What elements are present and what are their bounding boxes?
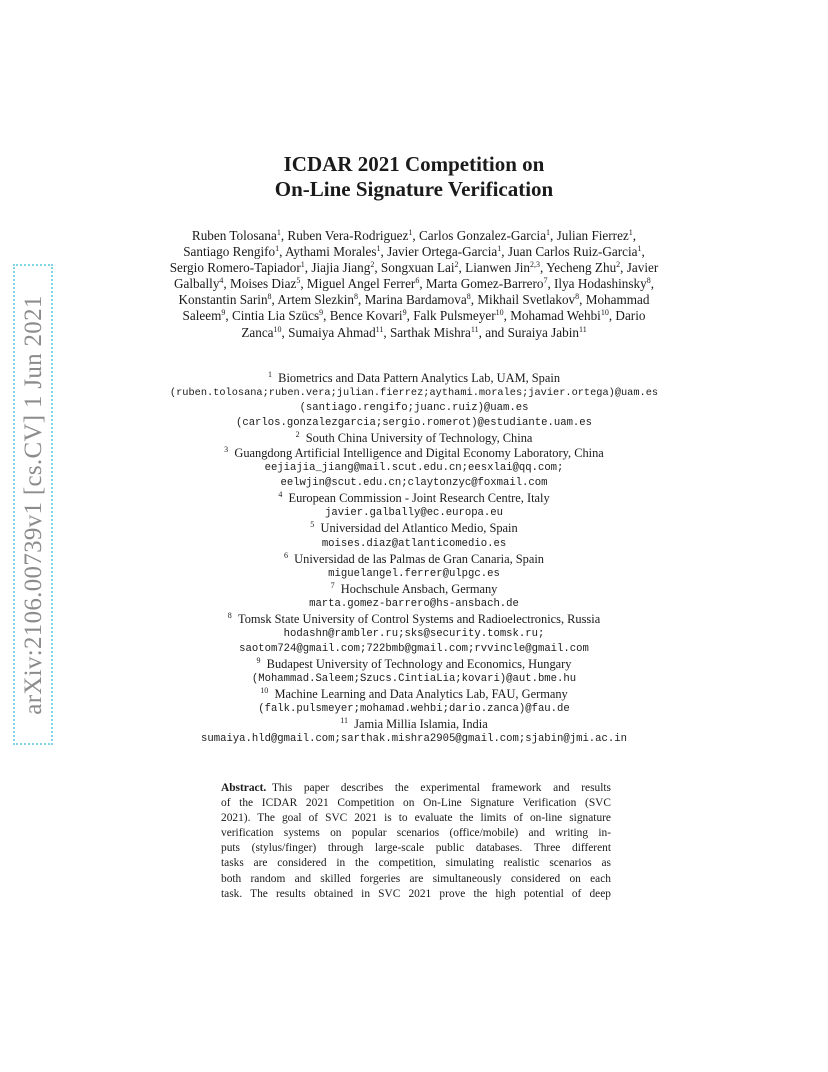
author-affiliation-mark: 2 [370, 260, 375, 270]
author-affiliation-mark: 7 [543, 276, 548, 286]
affiliation-number: 7 [330, 580, 335, 590]
author-name: Dario Zanca [241, 308, 646, 340]
author-affiliation-mark: 1 [376, 244, 381, 254]
author-name: Konstantin Sarin [178, 292, 268, 308]
author-list: Ruben Tolosana$^1$, Ruben Vera-Rodriguez$^1$, Carlos Gonzalez-Garcia$^1$, Julian Fierrez$^1$, Santiago Rengifo$^1$, Aythami Morales$^1$, Javier Ortega-Garcia$^1$, Juan Carlos Ruiz-Garcia$^1$, Sergio Romero-Tapiador$^1$, Jiajia Jiang$^2$, Songxuan Lai$^2$, Lianwen Jin$^{2,3}$, Yecheng Zhu$^2$, Javier Galbally$^4$, Moises Diaz$^5$, Miguel Angel Ferrer$^6$, Marta Gomez-Barrero$^7$, Ilya Hodashinsky$^8$, Konstantin Sarin$^8$, Artem Slezkin$^8$, Marina Bardamova$^8$, Mikhail Svetlakov$^8$, Mohammad Saleem$^9$, Cintia Lia Szücs$^9$, Bence Kovari$^9$, Falk Pulsmeyer$^{10}$, Mohamad Wehbi$^{10}$, Dario Zanca$^{10}$, Sumaiya Ahmad$^{11}$, Sarthak Mishra$^{11}$, and Suraiya Jabin$^{11}$ [169, 228, 659, 340]
abstract-line: tasks are considered in the competition, simulating realistic scenarios as [221, 857, 611, 870]
affiliation-email: hodashn@rambler.ru;sks@security.tomsk.ru; [283, 627, 545, 640]
affiliation-number: 8 [227, 610, 232, 620]
author-name: Javier Galbally [174, 260, 659, 292]
author-name: Santiago Rengifo [183, 244, 276, 260]
affiliation-line [0, 431, 828, 446]
author-name: Songxuan Lai [380, 260, 455, 276]
affiliation-line [0, 612, 828, 627]
affiliation-name: Jamia Millia Islamia, India [347, 717, 488, 732]
affiliation-number: 3 [224, 445, 229, 455]
author-affiliation-mark: 1 [276, 228, 281, 237]
affiliation-email: sumaiya.hld@gmail.com;sarthak.mishra2905@gmail.com;sjabin@jmi.ac.in [201, 733, 627, 746]
author-affiliation-mark: 1 [546, 228, 551, 237]
affiliation-email: miguelangel.ferrer@ulpgc.es [328, 567, 500, 580]
author-affiliation-mark: 9 [319, 308, 324, 318]
affiliation-number: 6 [283, 550, 288, 560]
author-name: Moises Diaz [230, 276, 297, 292]
author-affiliation-mark: 8 [646, 276, 651, 286]
author-name: Mohammad Saleem [182, 292, 650, 324]
affiliation-email: eelwjin@scut.edu.cn;claytonzyc@foxmail.com [280, 477, 548, 490]
author-affiliation-mark: 1 [628, 228, 633, 237]
affiliation-number: 5 [310, 520, 315, 530]
author-name: Falk Pulsmeyer [413, 308, 496, 324]
author-name: Jiajia Jiang [311, 260, 371, 276]
author-affiliation-mark: 1 [300, 260, 305, 270]
author-affiliation-mark: 2,3 [529, 260, 540, 270]
affiliation-email: marta.gomez-barrero@hs-ansbach.de [309, 597, 519, 610]
affiliation-name: South China University of Technology, China [299, 431, 533, 446]
author-name: Javier Ortega-Garcia [387, 244, 498, 260]
author-name: Mikhail Svetlakov [477, 292, 576, 308]
author-affiliation-mark: 8 [575, 292, 580, 302]
author-affiliation-mark: 1 [637, 244, 642, 254]
author-affiliation-mark: 1 [408, 228, 413, 237]
affiliation-name: Universidad de las Palmas de Gran Canaria, Spain [287, 551, 544, 566]
author-name: Artem Slezkin [277, 292, 354, 308]
affiliation-name: European Commission - Joint Research Centre, Italy [282, 491, 550, 506]
affiliation-email: (falk.pulsmeyer;mohamad.wehbi;dario.zanca)@fau.de [258, 703, 570, 716]
author-affiliation-mark: 9 [402, 308, 407, 318]
affiliation-name: Universidad del Atlantico Medio, Spain [314, 521, 518, 536]
author-name: Mohamad Wehbi [510, 308, 601, 324]
affiliation-email: eejiajia_jiang@mail.scut.edu.cn;eesxlai@qq.com; [264, 462, 564, 475]
author-affiliation-mark: 10 [273, 324, 282, 334]
author-affiliation-mark: 6 [415, 276, 420, 286]
author-name: Sarthak Mishra [389, 324, 471, 340]
abstract-line: of the ICDAR 2021 Competition on On-Line Signature Verification (SVC [221, 797, 611, 810]
author-name: Cintia Lia Szücs [231, 308, 320, 324]
author-affiliation-mark: 8 [267, 292, 272, 302]
paper-title-line-2: On-Line Signature Verification [274, 177, 554, 201]
author-name: Ruben Tolosana [191, 228, 277, 243]
affiliation-line [0, 446, 828, 461]
affiliation-number: 10 [260, 685, 269, 695]
author-conjunction: and [485, 324, 508, 340]
affiliation-list [0, 371, 828, 747]
affiliation-line [0, 582, 828, 597]
author-affiliation-mark: 2 [454, 260, 459, 270]
affiliation-line [0, 552, 828, 567]
affiliation-email: javier.galbally@ec.europa.eu [324, 507, 503, 520]
affiliation-number: 2 [295, 430, 300, 440]
affiliation-number: 11 [340, 716, 348, 726]
affiliation-number: 4 [278, 490, 283, 500]
paper-title-line-1: ICDAR 2021 Competition on [283, 152, 545, 176]
affiliation-line [0, 491, 828, 506]
author-name: Aythami Morales [285, 244, 377, 260]
author-name: Carlos Gonzalez-Garcia [419, 228, 547, 243]
affiliation-line [0, 521, 828, 536]
affiliation-line [0, 687, 828, 702]
author-name: Suraiya Jabin [507, 324, 579, 340]
author-name: Bence Kovari [329, 308, 403, 324]
author-affiliation-mark: 10 [600, 308, 609, 318]
affiliation-email: moises.diaz@atlanticomedio.es [321, 537, 507, 550]
abstract-line: both random and skilled forgeries are simultaneously considered on each [221, 872, 611, 885]
author-name: Ilya Hodashinsky [554, 276, 647, 292]
affiliation-email: saotom724@gmail.com;722bmb@gmail.com;rvvincle@gmail.com [239, 642, 589, 655]
affiliation-line [0, 717, 828, 732]
abstract [221, 781, 611, 902]
affiliation-line [0, 371, 828, 386]
abstract-line: 2021). The goal of SVC 2021 is to evaluate the limits of on-line signature [221, 812, 611, 825]
author-affiliation-mark: 8 [353, 292, 358, 302]
arxiv-identifier: arXiv:2106.00739v1 [cs.CV] 1 Jun 2021 [20, 295, 47, 715]
author-name: Sergio Romero-Tapiador [169, 260, 301, 276]
author-affiliation-mark: 2 [616, 260, 621, 270]
affiliation-number: 1 [267, 370, 272, 379]
author-affiliation-mark: 11 [375, 324, 384, 334]
author-name: Julian Fierrez [556, 228, 629, 243]
author-name: Marta Gomez-Barrero [425, 276, 544, 292]
affiliation-name: Budapest University of Technology and Economics, Hungary [260, 656, 572, 671]
author-name: Juan Carlos Ruiz-Garcia [507, 244, 638, 260]
affiliation-name: Hochschule Ansbach, Germany [334, 581, 498, 596]
author-name: Lianwen Jin [465, 260, 530, 276]
abstract-line: puts (stylus/finger) through large-scale public databases. Three different [221, 842, 611, 855]
affiliation-name: Guangdong Artificial Intelligence and Digital Economy Laboratory, China [228, 446, 604, 461]
author-affiliation-mark: 1 [497, 244, 502, 254]
author-affiliation-mark: 4 [219, 276, 224, 286]
affiliation-email: (santiago.rengifo;juanc.ruiz)@uam.es [299, 402, 529, 415]
affiliation-email: (carlos.gonzalezgarcia;sergio.romerot)@estudiante.uam.es [235, 417, 592, 430]
author-affiliation-mark: 5 [296, 276, 301, 286]
affiliation-number: 9 [256, 655, 261, 665]
author-affiliation-mark: 9 [221, 308, 226, 318]
author-name: Yecheng Zhu [546, 260, 617, 276]
author-affiliation-mark: 11 [470, 324, 479, 334]
abstract-line: Abstract. This paper describes the experimental framework and results [221, 782, 611, 794]
abstract-line: verification systems on popular scenarios (office/mobile) and writing in- [221, 827, 611, 840]
author-name: Sumaiya Ahmad [288, 324, 376, 340]
affiliation-name: Tomsk State University of Control Systems and Radioelectronics, Russia [231, 611, 601, 626]
affiliation-name: Biometrics and Data Pattern Analytics Lab, UAM, Spain [271, 371, 561, 385]
author-affiliation-mark: 1 [275, 244, 280, 254]
affiliation-email: (ruben.tolosana;ruben.vera;julian.fierrez;aythami.morales;javier.ortega)@uam.es [169, 387, 659, 400]
author-name: Miguel Angel Ferrer [306, 276, 416, 292]
affiliation-line [0, 657, 828, 672]
author-affiliation-mark: 10 [495, 308, 504, 318]
abstract-label: Abstract. [221, 782, 267, 794]
abstract-line: task. The results obtained in SVC 2021 prove the high potential of deep [221, 887, 611, 900]
author-affiliation-mark: 11 [578, 324, 587, 334]
affiliation-email: (Mohammad.Saleem;Szucs.CintiaLia;kovari)@aut.bme.hu [251, 672, 577, 685]
author-name: Ruben Vera-Rodriguez [287, 228, 409, 243]
author-name: Marina Bardamova [364, 292, 467, 308]
affiliation-name: Machine Learning and Data Analytics Lab, FAU, Germany [268, 686, 568, 701]
author-affiliation-mark: 8 [466, 292, 471, 302]
